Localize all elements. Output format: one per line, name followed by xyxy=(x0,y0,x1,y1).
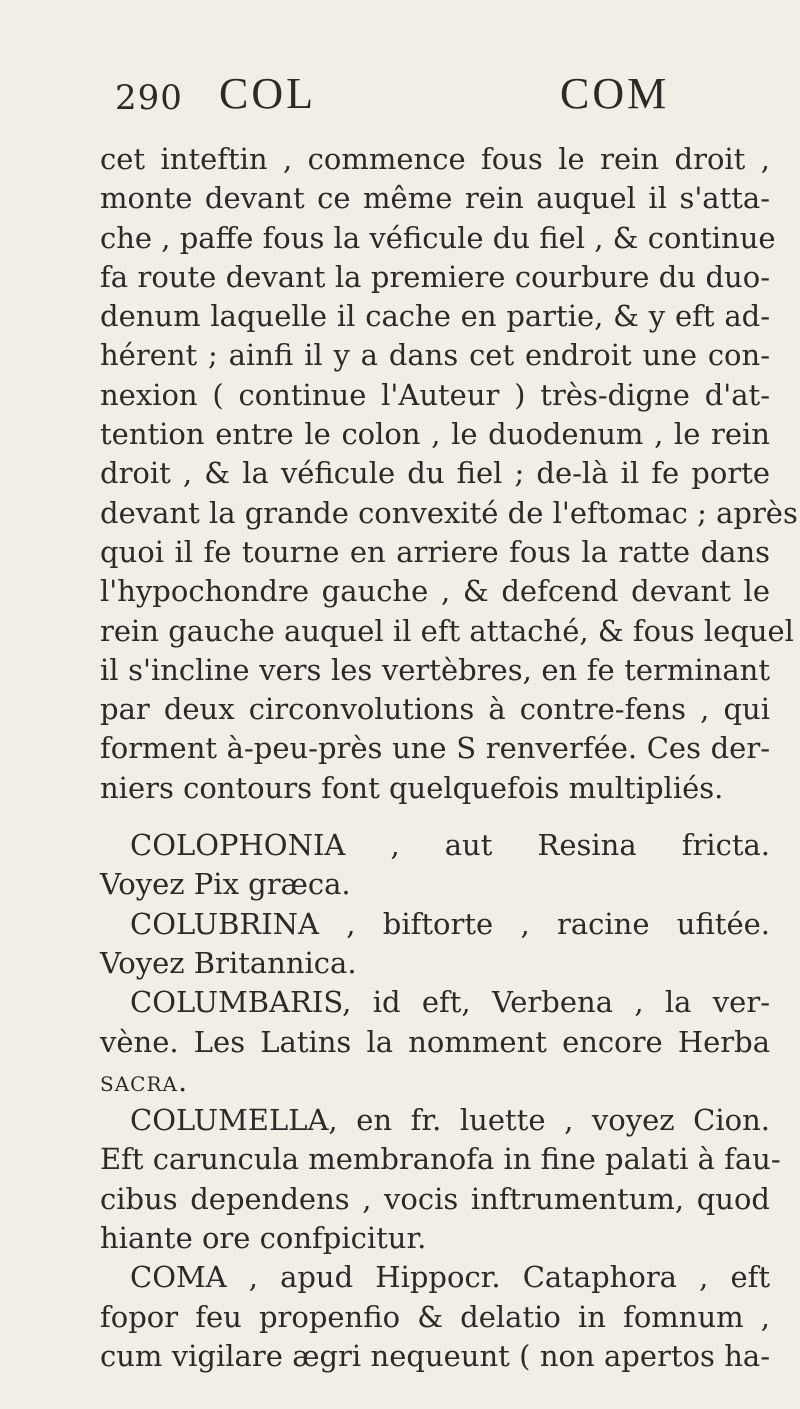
entry-colubrina: COLUBRINA , biftorte , racine ufitée. xyxy=(130,906,770,941)
text-line: cet inteftin , commence fous le rein droit , xyxy=(100,142,770,176)
text-line: hérent ; ainfi il y a dans cet endroit une con- xyxy=(100,338,770,373)
text-line: cibus dependens , vocis inftrumentum, quod xyxy=(100,1181,770,1216)
text-line: fa route devant la premiere courbure du duo- xyxy=(100,259,770,294)
entry-colophonia: COLOPHONIA , aut Resina fricta. xyxy=(130,828,770,863)
text-line: cum vigilare ægri nequeunt ( non apertos ha- xyxy=(100,1338,770,1373)
text-line: vène. Les Latins la nomment encore Herba xyxy=(100,1024,770,1059)
text-line: monte devant ce même rein auquel il s'atta- xyxy=(100,181,770,216)
text-line: denum laquelle il cache en partie, & y eft ad- xyxy=(100,299,770,334)
page-number: 290 xyxy=(115,78,183,118)
left-heading: COL xyxy=(219,69,316,118)
running-head xyxy=(115,70,675,130)
text-line: tention entre le colon , le duodenum , le rein xyxy=(100,417,770,452)
text-line: hiante ore confpicitur. xyxy=(100,1221,427,1256)
text-line: forment à-peu-près une S renverfée. Ces der- xyxy=(100,731,770,766)
text-line: Voyez Britannica. xyxy=(100,945,357,980)
text-line: Eft caruncula membranofa in fine palati à fau- xyxy=(100,1142,781,1177)
body-text xyxy=(100,140,798,1376)
entry-coma: COMA , apud Hippocr. Cataphora , eft xyxy=(130,1260,770,1295)
text-line: nexion ( continue l'Auteur ) très-digne d'at- xyxy=(100,377,770,412)
text-line: niers contours font quelquefois multipliés. xyxy=(100,770,724,805)
text-line: il s'incline vers les vertèbres, en fe terminant xyxy=(100,652,770,687)
text-line: devant la grande convexité de l'eftomac ; après xyxy=(100,495,798,530)
entry-columella: COLUMELLA, en fr. luette , voyez Cion. xyxy=(130,1103,770,1138)
text-line: par deux circonvolutions à contre-fens , qui xyxy=(100,692,770,727)
text-line: fopor feu propenfio & delatio in fomnum , xyxy=(100,1299,770,1334)
entry-columbaris: COLUMBARIS, id eft, Verbena , la ver- xyxy=(130,985,770,1020)
paragraph-gap xyxy=(100,808,770,826)
text-line: Voyez Pix græca. xyxy=(100,867,351,902)
text-line: quoi il fe tourne en arriere fous la ratte dans xyxy=(100,534,770,569)
text-line: che , paffe fous la véficule du fiel , & continue xyxy=(100,220,776,255)
text-line: l'hypochondre gauche , & defcend devant le xyxy=(100,574,770,609)
right-heading: COM xyxy=(560,69,670,118)
text-line: rein gauche auquel il eft attaché, & fous lequel xyxy=(100,613,794,648)
text-line: droit , & la véficule du fiel ; de-là il fe porte xyxy=(100,456,770,491)
text-line: sacra. xyxy=(100,1063,189,1098)
